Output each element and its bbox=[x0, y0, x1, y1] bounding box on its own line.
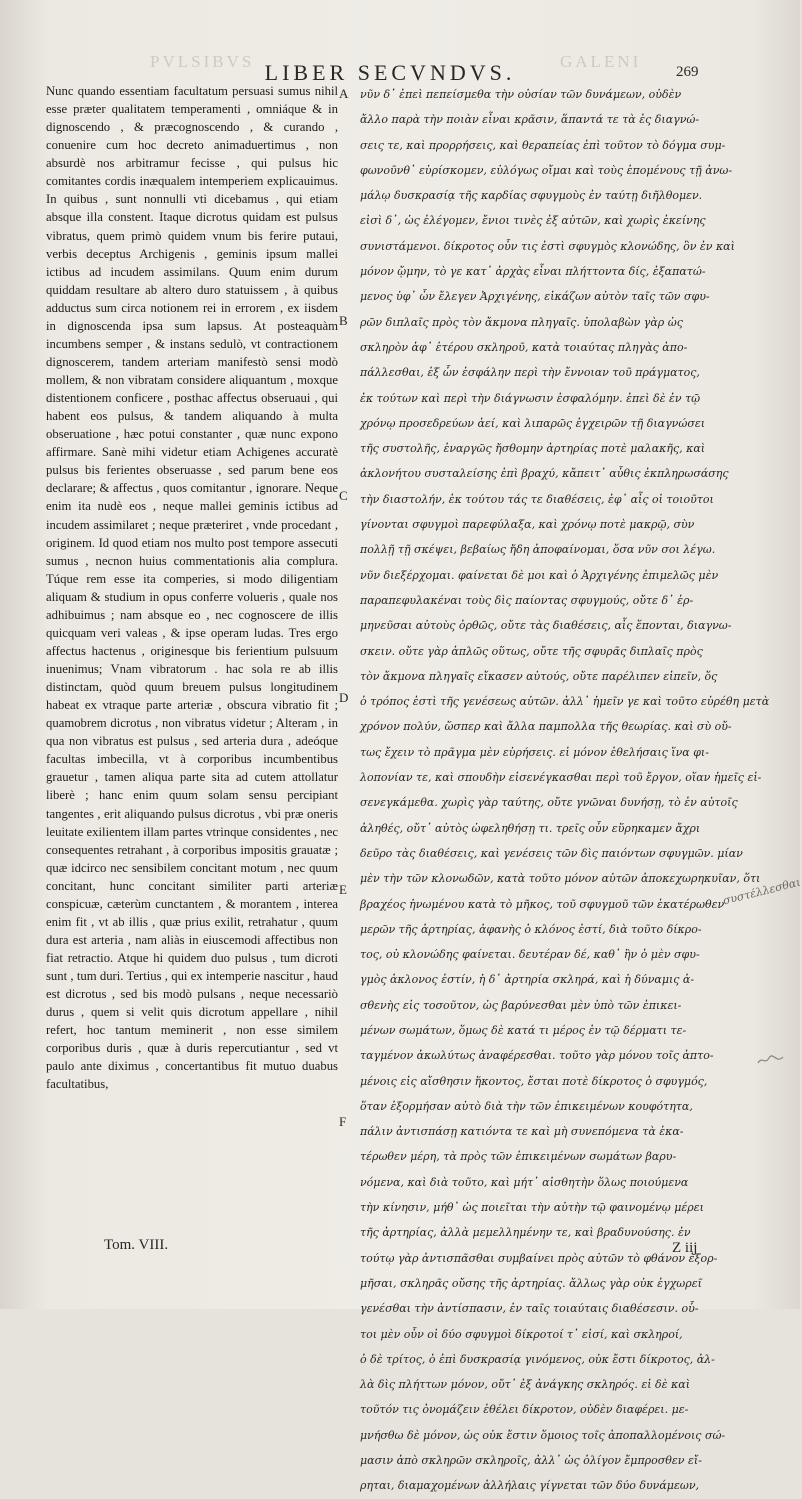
latin-column bbox=[46, 82, 338, 1094]
greek-text-line: τέρωθεν μέρη, τὰ πρὸς τῶν ἐπικειμένων σωμάτων βαρυ- bbox=[360, 1150, 677, 1164]
greek-text-line: ἐκ τούτων καὶ περὶ τὴν διάγνωσιν ἐσφαλόμην. ἐπεὶ δὲ ἐν τῷ bbox=[360, 391, 701, 405]
greek-text-line: σθενὴς εἰς τοσοῦτον, ὡς βαρύνεσθαι μὲν ὑπὸ τῶν ἐπικει- bbox=[360, 998, 682, 1012]
gathering-signature: Z iij bbox=[672, 1240, 698, 1256]
greek-text-line: γίνονται σφυγμοὶ παρεφύλαξα, καὶ χρόνῳ ποτὲ μακρῷ, σὺν bbox=[360, 518, 695, 532]
greek-text-line: πάλλεσθαι, ἐξ ὧν ἐσφάλην περὶ τὴν ἔννοιαν τοῦ πράγματος, bbox=[360, 366, 700, 380]
greek-text-line: ὁ δὲ τρίτος, ὁ ἐπὶ δυσκρασίᾳ γινόμενος, οὐκ ἔστι δίκροτος, ἀλ- bbox=[360, 1352, 715, 1366]
greek-text-line: συνιστάμενοι. δίκροτος οὖν τις ἐστὶ σφυγμὸς κλονώδης, ὃν ἐν καὶ bbox=[360, 239, 735, 253]
greek-text-line: γμὸς ἀκλονος ἐστίν, ἡ δ᾽ ἀρτηρία σκληρά, καὶ ἡ δύναμις ἀ- bbox=[360, 973, 695, 987]
greek-text-line: τως ἔχειν τὸ πρᾶγμα μὲν εὑρήσεις. εἰ μόνον ἐθελήσαις ἵνα φι- bbox=[360, 745, 709, 759]
greek-text-line: μένων σωμάτων, ὅμως δὲ κατά τι μέρος ἐν τῷ δέρματι τε- bbox=[360, 1023, 687, 1037]
greek-text-line: μερῶν τῆς ἀρτηρίας, ἀφανὴς ὁ κλόνος ἐστί, διὰ τοῦτο δίκρο- bbox=[360, 922, 702, 936]
running-header-title: LIBER SECVNDVS. bbox=[264, 60, 516, 85]
greek-text-line: μάλῳ δυσκρασίᾳ τῆς καρδίας σφυγμοὺς ἐν ταύτῃ διῆλθομεν. bbox=[360, 189, 703, 203]
greek-text-line: σεις τε, καὶ προρρήσεις, καὶ θεραπείας ἐπὶ τοῦτον τὸ δόγμα συμ- bbox=[360, 138, 726, 152]
margin-marker-b: B bbox=[339, 313, 348, 328]
greek-text-line: χρόνῳ προσεδρεύων ἀεί, καὶ λιπαρῶς ἐγχειρῶν τῇ διαγνώσει bbox=[360, 416, 706, 430]
greek-text-line: ρῶν διπλαῖς πρὸς τὸν ἄκμονα πληγαῖς. ὑπολαβὼν γὰρ ὡς bbox=[360, 315, 683, 329]
greek-text-line: σκειν. οὔτε γὰρ ἁπλῶς οὕτως, οὔτε τῆς σφυρᾶς διπλαῖς πρὸς bbox=[360, 644, 703, 658]
margin-marker-a: A bbox=[339, 86, 349, 101]
greek-text-line: μένοις εἰς αἴσθησιν ἥκοντος, ἔσται ποτὲ δίκροτος ὁ σφυγμός, bbox=[360, 1074, 708, 1088]
greek-text-line: μὲν τὴν τῶν κλονωδῶν, κατὰ τοῦτο μόνον αὐτῶν ἀποκεχωρηκυῖαν, ὅτι bbox=[360, 872, 761, 886]
greek-text-line: τὸν ἄκμονα πληγαῖς εἴκασεν αὐτούς, οὔτε παρέλιπεν εἰπεῖν, ὅς bbox=[360, 669, 718, 683]
greek-text-line: ρηται, διαμαχομένων ἀλλήλαις γίγνεται τῶν δύο δυνάμεων, bbox=[360, 1479, 700, 1493]
greek-text-line: δεῦρο τὰς διαθέσεις, καὶ γενέσεις τῶν δὶς παιόντων σφυγμῶν. μίαν bbox=[360, 846, 743, 860]
margin-marker-c: C bbox=[339, 488, 348, 503]
greek-text-line: σκληρὸν ἀφ᾽ ἑτέρου σκληροῦ, κατὰ τοιαύτας πληγὰς ἀπο- bbox=[360, 340, 688, 354]
greek-text-line: ἀκλονήτου συσταλείσης ἐπὶ βραχύ, κἄπειτ᾽ αὖθις ἐκπληρωσάσης bbox=[360, 467, 729, 481]
greek-text-line: νῦν διεξέρχομαι. φαίνεται δὲ μοι καὶ ὁ Ἀρχιγένης ἐπιμελῶς μὲν bbox=[360, 568, 719, 582]
greek-text-line: ἀληθές, οὔτ᾽ αὐτὸς ὠφεληθήσῃ τι. τρεῖς οὖν εὕρηκαμεν ἄχρι bbox=[360, 821, 701, 835]
greek-text-line: νῦν δ᾽ ἐπεὶ πεπείσμεθα τὴν οὐσίαν τῶν δυνάμεων, οὐδὲν bbox=[360, 88, 682, 101]
bleed-through-text-left: PVLSIBVS bbox=[150, 52, 255, 71]
greek-text-line: τοῦτόν τις ὀνομάζειν ἐθέλει δίκροτον, οὐδὲν διαφέρει. με- bbox=[360, 1403, 689, 1417]
greek-text-line: μνήσθω δὲ μόνον, ὡς οὐκ ἔστιν ὅμοιος τοῖς ἀποπαλλομένοις σώ- bbox=[360, 1428, 726, 1442]
greek-text-line: τῆς συστολῆς, ἐναργῶς ἤσθομην ἀρτηρίας ποτὲ μαλακῆς, καὶ bbox=[360, 442, 706, 456]
greek-text-line: τῆς ἀρτηρίας, ἀλλὰ μεμελλημένην τε, καὶ βραδυνούσης. ἐν bbox=[360, 1226, 691, 1240]
greek-text-line: πολλῇ τῇ σκέψει, βεβαίως ἤδη ἀποφαίνομαι, ὅσα νῦν σοι λέγω. bbox=[360, 543, 716, 557]
margin-marker-d: D bbox=[339, 690, 349, 705]
greek-text-line: τος, οὐ κλονώδης φαίνεται. δευτέραν δέ, καθ᾽ ἣν ὁ μὲν σφυ- bbox=[360, 948, 700, 962]
greek-text-line: φωνοῦνθ᾽ εὑρίσκομεν, εὐλόγως οἴμαι καὶ τοὺς ἑπομένους τῇ ἀνω- bbox=[360, 163, 733, 177]
handwritten-margin-note: συστέλλεσθαι bbox=[721, 875, 802, 908]
greek-text-line: σενεγκάμεθα. χωρὶς γὰρ ταύτης, οὔτε γνῶναι δυνήσῃ, τὸ ἐν αὐτοῖς bbox=[360, 796, 738, 810]
greek-text-line: μασιν ἀπὸ σκληρῶν σκληροῖς, ἀλλ᾽ ὡς ὀλίγον ἔμπροσθεν εἴ- bbox=[360, 1454, 702, 1468]
greek-text-line: τὴν διαστολήν, ἐκ τούτου τάς τε διαθέσεις, ἐφ᾽ αἷς οἱ τοιοῦτοι bbox=[360, 492, 714, 506]
volume-signature: Tom. VIII. bbox=[104, 1237, 169, 1253]
margin-marker-f: F bbox=[339, 1114, 347, 1129]
greek-text-line: γενέσθαι τὴν ἀντίσπασιν, ἐν ταῖς τοιαύταις διαθέσεσιν. οὗ- bbox=[360, 1302, 699, 1316]
greek-text-line: τὴν κίνησιν, μήθ᾽ ὡς ποιεῖται τὴν αὐτὴν τῷ φαινομένῳ μέρει bbox=[360, 1201, 704, 1215]
greek-text-line: ἄλλο παρὰ τὴν ποιὰν εἶναι κρᾶσιν, ἅπαντά τε τὰ ἐς διαγνώ- bbox=[360, 113, 700, 127]
greek-text-line: ὁ τρόπος ἐστὶ τῆς γενέσεως αὐτῶν. ἀλλ᾽ ἡμεῖν γε καὶ τοῦτο εὑρέθη μετὰ bbox=[360, 695, 770, 709]
greek-text-line: μενος ὑφ᾽ ὧν ἔλεγεν Ἀρχιγένης, εἰκάζων αὐτὸν ταῖς τῶν σφυ- bbox=[360, 290, 710, 304]
bleed-through-text-right: GALENI bbox=[560, 52, 642, 71]
greek-text-line: εἰσὶ δ᾽, ὡς ἐλέγομεν, ἔνιοι τινὲς ἐξ αὐτῶν, καὶ χωρὶς ἐκείνης bbox=[360, 214, 706, 228]
greek-text-line: τοι μὲν οὖν οἱ δύο σφυγμοὶ δίκροτοί τ᾽ εἰσί, καὶ σκληροί, bbox=[360, 1327, 683, 1341]
greek-text-line: μόνον ᾤμην, τὸ γε κατ᾽ ἀρχὰς εἶναι πλήττοντα δίς, ἐξαπατώ- bbox=[360, 265, 706, 279]
greek-text-line: μῆσαι, σκληρᾶς οὔσης τῆς ἀρτηρίας. ἄλλως γὰρ οὐκ ἐγχωρεῖ bbox=[360, 1276, 702, 1290]
greek-text-line: παραπεφυλακέναι τοὺς δὶς παίοντας σφυγμούς, οὔτε δ᾽ ἑρ- bbox=[360, 593, 694, 607]
greek-text-line: τούτῳ γὰρ ἀντισπᾶσθαι συμβαίνει πρὸς αὐτῶν τὸ φθάνον ἐξορ- bbox=[360, 1251, 718, 1265]
greek-text-line: μηνεῦσαι αὐτοὺς ὀρθῶς, οὔτε τὰς διαθέσεις, αἷς ἕπονται, διαγνω- bbox=[360, 619, 732, 633]
margin-marker-e: E bbox=[339, 882, 347, 897]
ink-scribble-mark bbox=[756, 1052, 786, 1068]
greek-text-line: χρόνον πολύν, ὥσπερ καὶ ἄλλα παμπολλα τῆς θεωρίας. καὶ σὺ οὔ- bbox=[360, 720, 732, 734]
greek-text-line: ὅταν ἐξορμήσαν αὐτὸ διὰ τὴν τῶν ἐπικειμένων κουφότητα, bbox=[360, 1099, 693, 1113]
latin-paragraph: Nunc quando essentiam facultatum persuasi sumus nihil esse præter qualitatem temperamenti , omniáque & in dignoscendo , & præcognoscendo , & curando , conuenire cum hoc decreto animaduertimus , non absurdè nos arbitramur fecisse , qui pulsus hic comitantes cordis inæqualem intemperiem explicauimus. In quibus , sunt nonnulli vti dicebamus , qui etiam absque illa constent. Itaque dicrotus quidam est pulsus vibratus, quem primò quidem vnum bis ferire putaui, verbis deceptus Archigenis , geminis ipsum mallei ictibus ad incudem assimilans. Quum enim durum quiddam resultare ab altero duro statuissem , à quibus adductus sum circa notionem rei in errorem , ex iisdem in dignoscenda ipsa sum lapsus. At posteaquàm incumbens semper , & instans sedulò, vt contractionem dignoscerem, tandem arteriam manifestò sensi modò mollem, & non vibratam considere aliquantum , moxque distentionem conficere , posthac affectus obseruaui , qui habent eos pulsus, & tandem aliquando à multa obseruatione , hæc potui constanter , quæ nunc expono affirmare. Sanè mihi videtur etiam Achigenes accuratè pulsus bis ferientes obseruasse , sed parum bene eos declarare; & affectus , quos comitantur , ignorare. Neque enim ita nudè eos , neque mallei geminis ictibus ad incudem assimilaret ; neque præteriret , vnde procedant , originem. Id quod etiam nos multo post tempore assecuti sumus , necnon huius commentationis alia complura. Túque rem esse ita comperies, si modo diligentiam aliquam & studium in opus conferre volueris , quale nos adhibuimus ; nam absque eo , nec cognoscere de illis quicquam veri valeas , & ipse operam ludas. Tres ergo affectus hactenus , originesque bis ferientium pulsuum inuenimus; Vnam vibratorum . hac sola re ab illis distinctam, quòd quum breuem pulsus longitudinem habeat ex vtraque parte arteriæ , obscura vibratio fit ; quamobrem dicrotus , non vibratus videtur ; Alteram , in qua non vibratus est pulsus , sed arteria dura , adeóque facultas imbecilla, vt à corporibus incumbentibus grauetur , tamen aliqua parte sita ad cutem attollatur liberè ; hanc enim quum solam sensu percipiant tangentes , erit aliquando pulsus dicrotus , vbi præ oneris leuitate exilientem illam partes vtrinque considentes , nec consequentes retrahant , à corporibus impositis grauatæ ; quæ idcirco nec sensibilem concitant motum , nec quum concitant, hunc concitant similiter parti arteriæ conspicuæ, cæterùm cunctantem , & morantem , interea enim fit , vt ab illis , quæ prius exilit, retrahatur , quum dura est arteria , nam aliàs in eiuscemodi affectibus non fiat retractio. Atque hi quidem duo pulsus , tum dicroti sunt , tum duri. Tertius , qui ex intemperie nascitur , haud est dicrotus , sed bis modò pulsans , neque necessariò durus , quem si velit quis dicrotum appellare , nihil refert, hoc tantum meminerit , non esse similem corporibus duris , quæ à duris repercutiantur , sed vt paulo ante diximus , concertantibus fit mutuo duabus facultatibus, bbox=[46, 84, 338, 1092]
greek-text-line: βραχέος ἠνωμένου κατὰ τὸ μῆκος, τοῦ σφυγμοῦ τῶν ἑκατέρωθεν bbox=[360, 897, 725, 911]
greek-text-line: λοπονίαν τε, καὶ σπουδὴν εἰσενέγκασθαι περὶ τοῦ ἔργον, οἵαν ἡμεῖς εἰ- bbox=[360, 771, 762, 785]
greek-text-line: λὰ δὶς πλήττων μόνον, οὔτ᾽ ἐξ ἀνάγκης σκληρός. εἰ δὲ καὶ bbox=[360, 1378, 691, 1392]
greek-text-line: πάλιν ἀντισπάσῃ κατιόντα τε καὶ μὴ συνεπόμενα τὰ ἑκα- bbox=[360, 1125, 684, 1139]
greek-text-line: ταγμένον ἀκωλύτως ἀναφέρεσθαι. τοῦτο γὰρ μόνου τοῖς ἁπτο- bbox=[360, 1049, 714, 1063]
page-number: 269 bbox=[676, 64, 699, 80]
greek-text-line: νόμενα, καὶ διὰ τοῦτο, καὶ μήτ᾽ αἰσθητὴν ὅλως ποιούμενα bbox=[360, 1175, 689, 1189]
